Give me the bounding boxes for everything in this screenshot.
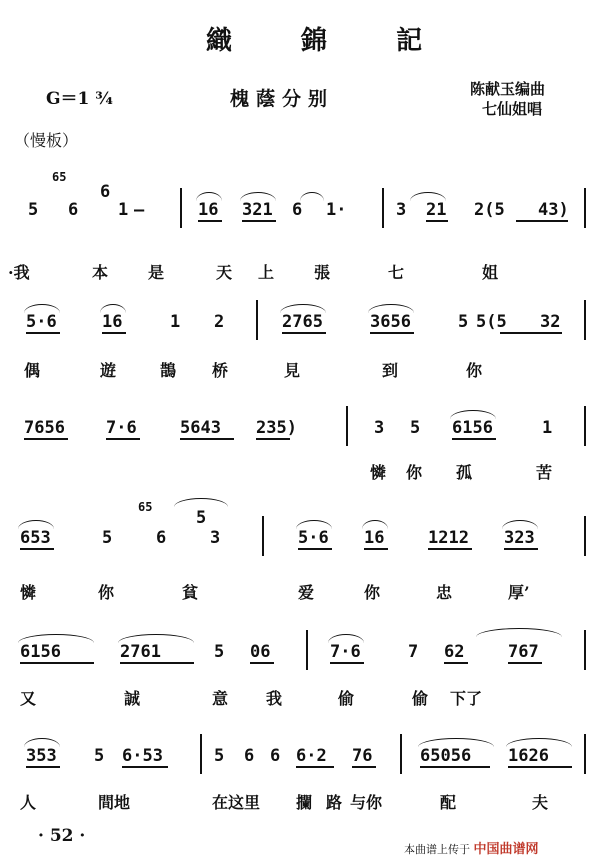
underline: [330, 662, 364, 664]
note: 2: [214, 312, 225, 332]
lyric: 是: [148, 263, 165, 282]
slur: [450, 410, 496, 419]
underline: [420, 766, 490, 768]
note: 3: [210, 528, 221, 548]
singer-credit: 七仙姐唱: [482, 100, 543, 118]
slur: [502, 520, 538, 529]
bar-line: [400, 734, 402, 774]
note: 5: [410, 418, 421, 438]
note-group: 321: [242, 200, 273, 220]
slur: [196, 192, 222, 201]
notation-system-5: [0, 622, 602, 682]
notation-system-2: [0, 292, 602, 352]
lyric: 鵲: [160, 361, 177, 380]
underline: [198, 220, 222, 222]
bar-line: [584, 188, 586, 228]
lyric: 偶: [24, 361, 41, 380]
bar-line: [262, 516, 264, 556]
underline: [426, 220, 448, 222]
lyric-line-6: [0, 790, 602, 816]
bar-line: [584, 734, 586, 774]
lyric: 間地: [98, 793, 131, 812]
underline: [296, 766, 334, 768]
grace-note: 65: [52, 170, 67, 184]
note: 1·: [326, 200, 347, 220]
slur: [476, 628, 562, 637]
note: 1: [542, 418, 553, 438]
lyric: 姐: [482, 263, 499, 282]
underline: [504, 548, 538, 550]
bar-line: [584, 300, 586, 340]
bar-line: [346, 406, 348, 446]
note-group: 76: [352, 746, 373, 766]
lyric: 你: [364, 583, 381, 602]
lyric: 你: [466, 361, 483, 380]
lyric: 与你: [350, 793, 383, 812]
bar-line: [180, 188, 182, 228]
note: 1: [118, 200, 129, 220]
note: 7: [408, 642, 419, 662]
note-group: 16: [198, 200, 219, 220]
lyric: 下了: [450, 689, 483, 708]
note-group: 6156: [20, 642, 61, 662]
bar-line: [584, 406, 586, 446]
note-group: 353: [26, 746, 57, 766]
slur: [118, 634, 194, 643]
lyric: 意: [212, 689, 229, 708]
note-group: 43): [538, 200, 569, 220]
note-group: 2765: [282, 312, 323, 332]
lyric: 見: [284, 361, 301, 380]
note-group: 06: [250, 642, 271, 662]
tempo-marking: （慢板）: [14, 131, 79, 150]
lyric-line-5: [0, 686, 602, 712]
key-signature: G＝1 ¾: [46, 89, 113, 109]
note-group: 653: [20, 528, 51, 548]
lyric: 孤: [456, 463, 473, 482]
note-group: 7656: [24, 418, 65, 438]
lyric: 厚’: [508, 583, 530, 602]
lyric: 偷: [338, 689, 355, 708]
note-group: 7·6: [330, 642, 361, 662]
lyric: 貧: [182, 583, 199, 602]
lyric: 遊: [100, 361, 117, 380]
slur: [362, 520, 388, 529]
section-title: 槐蔭分别: [230, 88, 335, 110]
lyric: 桥: [212, 361, 229, 380]
underline: [452, 438, 496, 440]
song-title: 織 錦 記: [206, 26, 453, 56]
upload-text: 本曲谱上传于: [404, 843, 470, 856]
lyric: 人: [20, 793, 37, 812]
lyric: 我: [266, 689, 283, 708]
lyric: 夫: [532, 793, 549, 812]
page-number: · 52 ·: [38, 826, 86, 846]
note: 5: [214, 642, 225, 662]
underline: [26, 332, 60, 334]
slur: [174, 498, 228, 507]
notation-system-1: [0, 170, 602, 240]
slur: [328, 634, 364, 643]
slur: [24, 738, 60, 747]
lyric: 又: [20, 689, 37, 708]
site-name[interactable]: 中国曲谱网: [473, 842, 539, 857]
bar-line: [584, 516, 586, 556]
underline: [106, 438, 140, 440]
slur: [24, 304, 60, 313]
lyric: 天: [216, 263, 233, 282]
note-group: 767: [508, 642, 539, 662]
note: 6: [292, 200, 303, 220]
lyric: 在这里: [212, 793, 261, 812]
underline: [24, 438, 68, 440]
lyric-line-4: [0, 580, 602, 606]
note: 6: [156, 528, 167, 548]
lyric: 張: [314, 263, 331, 282]
bar-line: [256, 300, 258, 340]
note: 5: [28, 200, 39, 220]
underline: [26, 766, 60, 768]
lyric: 配: [440, 793, 457, 812]
note-group: 21: [426, 200, 447, 220]
lyric: 憐: [370, 463, 387, 482]
underline: [508, 662, 542, 664]
slur: [506, 738, 572, 747]
grace-note: 65: [138, 500, 153, 514]
underline: [298, 548, 332, 550]
lyric: 憐: [20, 583, 37, 602]
underline: [242, 220, 276, 222]
note-group: 7·6: [106, 418, 137, 438]
bar-line: [584, 630, 586, 670]
bar-line: [382, 188, 384, 228]
lyric: 到: [382, 361, 399, 380]
note-group: 5643: [180, 418, 221, 438]
note-group: 6156: [452, 418, 493, 438]
slur: [418, 738, 494, 747]
bar-line: [200, 734, 202, 774]
lyric: 七: [388, 263, 405, 282]
lyric: 路: [326, 793, 343, 812]
note-group: 5·6: [26, 312, 57, 332]
note-group: 16: [364, 528, 385, 548]
lyric: 攔: [296, 793, 313, 812]
note-group: 62: [444, 642, 465, 662]
slur: [100, 304, 126, 313]
slur: [296, 520, 332, 529]
underline: [516, 220, 568, 222]
note: 3: [396, 200, 407, 220]
slur: [240, 192, 276, 201]
note-group: 32: [540, 312, 561, 332]
underline: [352, 766, 376, 768]
note-group: 2761: [120, 642, 161, 662]
lyric: 爱: [298, 583, 315, 602]
note-group: 16: [102, 312, 123, 332]
note-group: 6·2: [296, 746, 327, 766]
lyric: 你: [406, 463, 423, 482]
note-group: 65056: [420, 746, 472, 766]
underline: [250, 662, 274, 664]
lyric: 上: [258, 263, 275, 282]
lyric-line-1: [0, 260, 602, 286]
note: 1: [170, 312, 181, 332]
notation-system-6: [0, 726, 602, 786]
underline: [444, 662, 468, 664]
underline: [508, 766, 572, 768]
lyric: 忠: [436, 583, 453, 602]
underline: [120, 662, 194, 664]
underline: [256, 438, 290, 440]
note-group: 1212: [428, 528, 469, 548]
slur: [18, 634, 94, 643]
note-group: 323: [504, 528, 535, 548]
lyric: 你: [98, 583, 115, 602]
lyric-line-3: [0, 460, 602, 486]
lyric: 誠: [124, 689, 141, 708]
note: 6: [100, 182, 111, 202]
slur: [18, 520, 54, 529]
note: 6: [244, 746, 255, 766]
note-group: 1626: [508, 746, 549, 766]
dash: —: [134, 200, 145, 220]
underline: [122, 766, 168, 768]
lyric: 本: [92, 263, 109, 282]
note: 5: [102, 528, 113, 548]
underline: [180, 438, 234, 440]
underline: [20, 662, 94, 664]
note: 5: [94, 746, 105, 766]
composer-credit: 陈献玉编曲: [470, 80, 546, 98]
note-group: 3656: [370, 312, 411, 332]
underline: [428, 548, 472, 550]
bar-line: [306, 630, 308, 670]
notation-system-4: [0, 500, 602, 568]
note: 6: [68, 200, 79, 220]
note-group: 5(5: [476, 312, 507, 332]
note-group: 6·53: [122, 746, 163, 766]
underline: [500, 332, 562, 334]
slur: [368, 304, 414, 313]
note-group: 5·6: [298, 528, 329, 548]
note: 3: [374, 418, 385, 438]
note-group: 2(5: [474, 200, 505, 220]
underline: [20, 548, 54, 550]
note: 5: [214, 746, 225, 766]
lyric: 偷: [412, 689, 429, 708]
slur: [280, 304, 326, 313]
lyric-line-2: [0, 358, 602, 384]
underline: [102, 332, 126, 334]
underline: [370, 332, 414, 334]
lyric: 苦: [536, 463, 553, 482]
slur: [300, 192, 324, 201]
note: 5: [196, 508, 207, 528]
notation-system-3: [0, 398, 602, 458]
underline: [364, 548, 388, 550]
upload-notice: [404, 838, 539, 857]
note-group: 235): [256, 418, 297, 438]
underline: [282, 332, 326, 334]
note: 5: [458, 312, 469, 332]
note: 6: [270, 746, 281, 766]
lyric: ·我: [8, 263, 30, 282]
